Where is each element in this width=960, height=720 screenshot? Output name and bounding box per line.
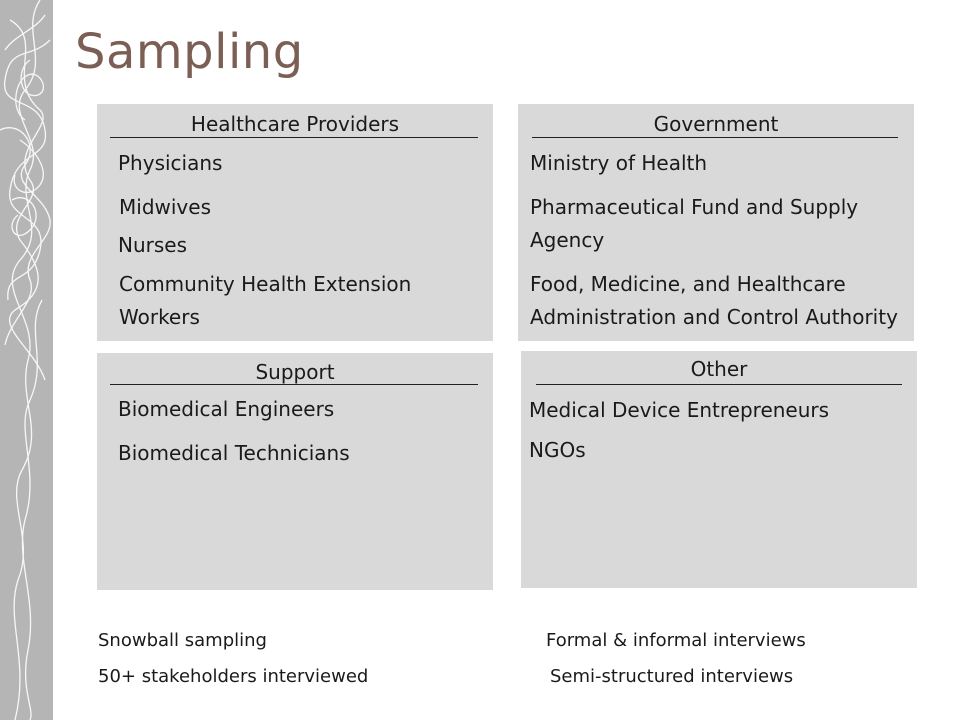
list-item: Biomedical Engineers [118, 397, 335, 421]
list-item: Physicians [118, 151, 223, 175]
box-heading: Other [690, 357, 748, 381]
page-title: Sampling [75, 24, 304, 80]
heading-underline [536, 384, 902, 385]
list-item: Biomedical Technicians [118, 441, 350, 465]
box-heading: Support [255, 360, 335, 384]
footer-note: 50+ stakeholders interviewed [98, 666, 369, 687]
squiggle-lines-graphic [0, 0, 53, 720]
support-box [97, 353, 493, 590]
list-item: Midwives [119, 195, 211, 219]
box-heading: Healthcare Providers [190, 112, 400, 136]
box-heading: Government [653, 112, 779, 136]
list-item: Pharmaceutical Fund and Supply Agency [530, 195, 859, 252]
decorative-side-band [0, 0, 53, 720]
list-item: Ministry of Health [530, 151, 708, 175]
list-item: Nurses [118, 233, 188, 257]
list-item: NGOs [529, 438, 586, 462]
heading-underline [110, 384, 478, 385]
other-box [521, 351, 917, 588]
footer-note: Formal & informal interviews [546, 630, 806, 651]
government-box [518, 104, 914, 341]
heading-underline [110, 137, 478, 138]
list-item: Food, Medicine, and Healthcare Administration and Control Authority [530, 272, 898, 329]
footer-note: Snowball sampling [98, 630, 267, 651]
heading-underline [532, 137, 898, 138]
healthcare-providers-box [97, 104, 493, 341]
list-item: Medical Device Entrepreneurs [529, 398, 830, 422]
footer-note: Semi-structured interviews [550, 666, 794, 687]
list-item: Community Health Extension Workers [119, 272, 412, 329]
